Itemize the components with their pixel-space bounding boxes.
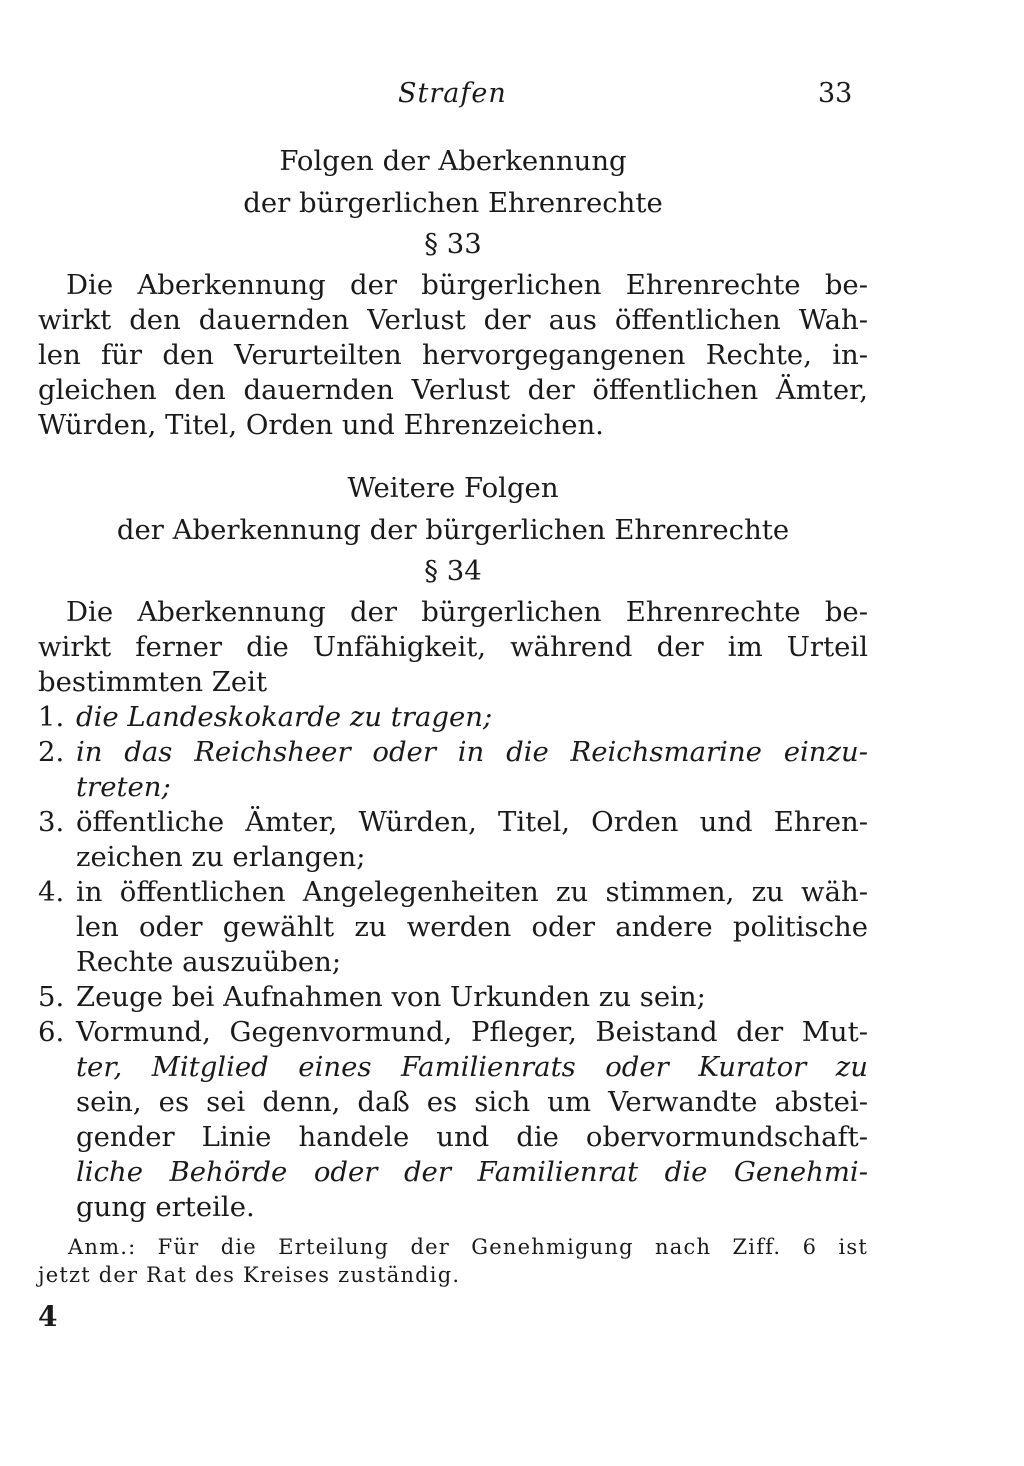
annotation-line: jetzt der Rat des Kreises zuständig.	[38, 1263, 461, 1287]
list-item-number: 4.	[38, 876, 65, 908]
list-item-line: öffentliche Ämter, Würden, Titel, Orden und Ehren-	[76, 806, 868, 838]
list-item	[38, 1015, 868, 1225]
list-item-line: in das Reichsheer oder in die Reichsmarine einzu-	[76, 736, 868, 768]
list-item-line: len oder gewählt zu werden oder andere politische	[76, 911, 868, 943]
list-item-line: liche Behörde oder der Familienrat die Genehmi-	[76, 1156, 868, 1188]
section-34-intro-line: bestimmten Zeit	[38, 666, 267, 698]
section-34-title-line-1: Weitere Folgen	[347, 472, 559, 504]
list-item	[38, 805, 868, 875]
list-item-line: ter, Mitglied eines Familienrats oder Kurator zu	[76, 1051, 868, 1083]
consequences-list	[38, 700, 868, 1225]
running-head	[0, 78, 1024, 118]
section-34-intro	[38, 595, 868, 700]
list-item-line: gung erteile.	[76, 1191, 255, 1223]
list-item-number: 2.	[38, 736, 65, 768]
list-item	[38, 735, 868, 805]
annotation-note	[38, 1233, 868, 1289]
page-number: 33	[818, 78, 853, 109]
list-item-number: 6.	[38, 1016, 65, 1048]
list-item-number: 1.	[38, 701, 65, 733]
section-33-line: wirkt den dauernden Verlust der aus öffentlichen Wah-	[38, 304, 868, 336]
section-34-intro-line: wirkt ferner die Unfähigkeit, während der im Urteil	[38, 631, 868, 663]
section-33-line: Die Aberkennung der bürgerlichen Ehrenrechte be-	[66, 269, 868, 301]
list-item-line: in öffentlichen Angelegenheiten zu stimmen, zu wäh-	[76, 876, 868, 908]
section-34-title-line-2: der Aberkennung der bürgerlichen Ehrenrechte	[116, 514, 790, 546]
list-item-line: sein, es sei denn, daß es sich um Verwandte abstei-	[76, 1086, 868, 1118]
section-33-line: len für den Verurteilten hervorgegangenen Rechte, in-	[38, 339, 868, 371]
list-item	[38, 700, 868, 735]
section-34-paragraph-sign: § 34	[424, 555, 482, 587]
section-33-title-line-2: der bürgerlichen Ehrenrechte	[243, 187, 663, 219]
annotation-line: Anm.: Für die Erteilung der Genehmigung nach Ziff. 6 ist	[68, 1235, 868, 1259]
running-head-title: Strafen	[398, 78, 507, 109]
section-33-line: gleichen den dauernden Verlust der öffentlichen Ämter,	[38, 374, 868, 406]
page-body	[38, 140, 868, 1289]
list-item-line: zeichen zu erlangen;	[76, 841, 366, 873]
list-item	[38, 980, 868, 1015]
list-item-line: Zeuge bei Aufnahmen von Urkunden zu sein;	[76, 981, 706, 1013]
list-item-line: treten;	[76, 771, 171, 803]
section-33-paragraph-sign: § 33	[424, 228, 482, 260]
section-33-line: Würden, Titel, Orden und Ehrenzeichen.	[38, 409, 604, 441]
section-33-title-line-1: Folgen der Aberkennung	[279, 145, 627, 177]
list-item-number: 3.	[38, 806, 65, 838]
list-item-line: gender Linie handele und die obervormundschaft-	[76, 1121, 868, 1153]
section-34-intro-line: Die Aberkennung der bürgerlichen Ehrenrechte be-	[66, 596, 868, 628]
signature-mark: 4	[38, 1300, 58, 1333]
list-item-line: Vormund, Gegenvormund, Pfleger, Beistand der Mut-	[76, 1016, 868, 1048]
list-item-line: die Landeskokarde zu tragen;	[76, 701, 493, 733]
list-item-number: 5.	[38, 981, 65, 1013]
list-item	[38, 875, 868, 980]
list-item-line: Rechte auszuüben;	[76, 946, 342, 978]
section-33-text	[38, 268, 868, 443]
